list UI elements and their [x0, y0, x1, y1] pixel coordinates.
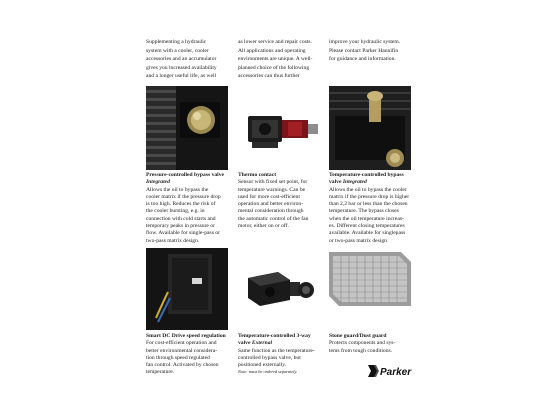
three-way-valve-photo [238, 248, 320, 330]
stone-guard-photo [329, 248, 411, 306]
caption-note: Note: must be ordered separately. [238, 369, 298, 375]
caption-title [329, 333, 413, 340]
caption-thermo-contact [238, 172, 322, 230]
intro-text-1: Supplementing a hydraulic system with a cooler, cooler accessories and an accumulator gives you increased availability and a longer useful life, as well [146, 39, 217, 80]
intro-column-2 [238, 38, 324, 81]
caption-tag: Integrated [146, 179, 170, 186]
caption-stone-guard [329, 333, 413, 355]
caption-title [146, 172, 230, 187]
intro-column-1 [146, 38, 232, 81]
caption-title [329, 172, 413, 187]
intro-text-2: as lower service and repair costs. All applications and operating environments are unique. A well- planned choice of the following accessories can thus further [238, 39, 313, 80]
caption-body: Sensor with fixed set point, for temperature warnings. Can be used for more cost-efficient operation and better environ- mental consideration through the automatic control of the fan motor, either on or off. [238, 179, 309, 230]
intro-column-3 [329, 38, 415, 64]
caption-title-text: Temperature-controlled 3-way valve [238, 333, 311, 347]
caption-smart-dc-drive [146, 333, 230, 377]
caption-title-text: Thermo contact [238, 172, 277, 178]
caption-body: Allows the oil to bypass the cooler matrix if the pressure drop is too high. Reduces the risk of the cooler bursting, e.g. in connection with cold starts and temporary peaks in pressure or flow. Available for single-pass or two-pass matrix design. [146, 186, 221, 244]
caption-pressure-bypass-valve [146, 172, 230, 245]
caption-title-text: Smart DC Drive speed regulation [146, 333, 226, 339]
pressure-bypass-valve-photo [146, 86, 228, 170]
caption-body: Same function as the temperature- controlled bypass valve, but positioned externally. [238, 347, 315, 369]
parker-logo [368, 364, 412, 378]
temperature-bypass-valve-photo [329, 86, 411, 170]
caption-three-way-valve [238, 333, 322, 375]
caption-title-text: Stone guard/Dust guard [329, 333, 387, 339]
caption-title-text: Temperature-controlled bypass valve [329, 172, 404, 186]
caption-title-text: Pressure-controlled bypass valve [146, 172, 225, 178]
thermo-contact-photo [238, 86, 320, 170]
caption-tag: External [251, 340, 273, 347]
smart-dc-drive-photo [146, 248, 228, 330]
parker-logo-text: Parker [380, 367, 412, 378]
caption-body: Allows the oil to bypass the cooler matrix if the pressure drop is higher than 2,2 bar or less than the chosen temperature. The bypass closes when the oil temperature increas- es. Different closing temperatures available. Available for singlepass or two-pass matrix design [329, 186, 410, 244]
caption-body: For cost-efficient operation and better environmental considera- tion through speed regulated fan control. Activated by chosen temperature. [146, 340, 219, 376]
intro-text-3: improve your hydraulic system. Please contact Parker Hannifin for guidance and information. [329, 39, 401, 63]
caption-title [238, 333, 322, 348]
caption-body: Protects components and sys- tems from tough conditions. [329, 340, 396, 354]
caption-temperature-bypass-valve [329, 172, 413, 245]
caption-tag: Integrated [342, 179, 367, 186]
